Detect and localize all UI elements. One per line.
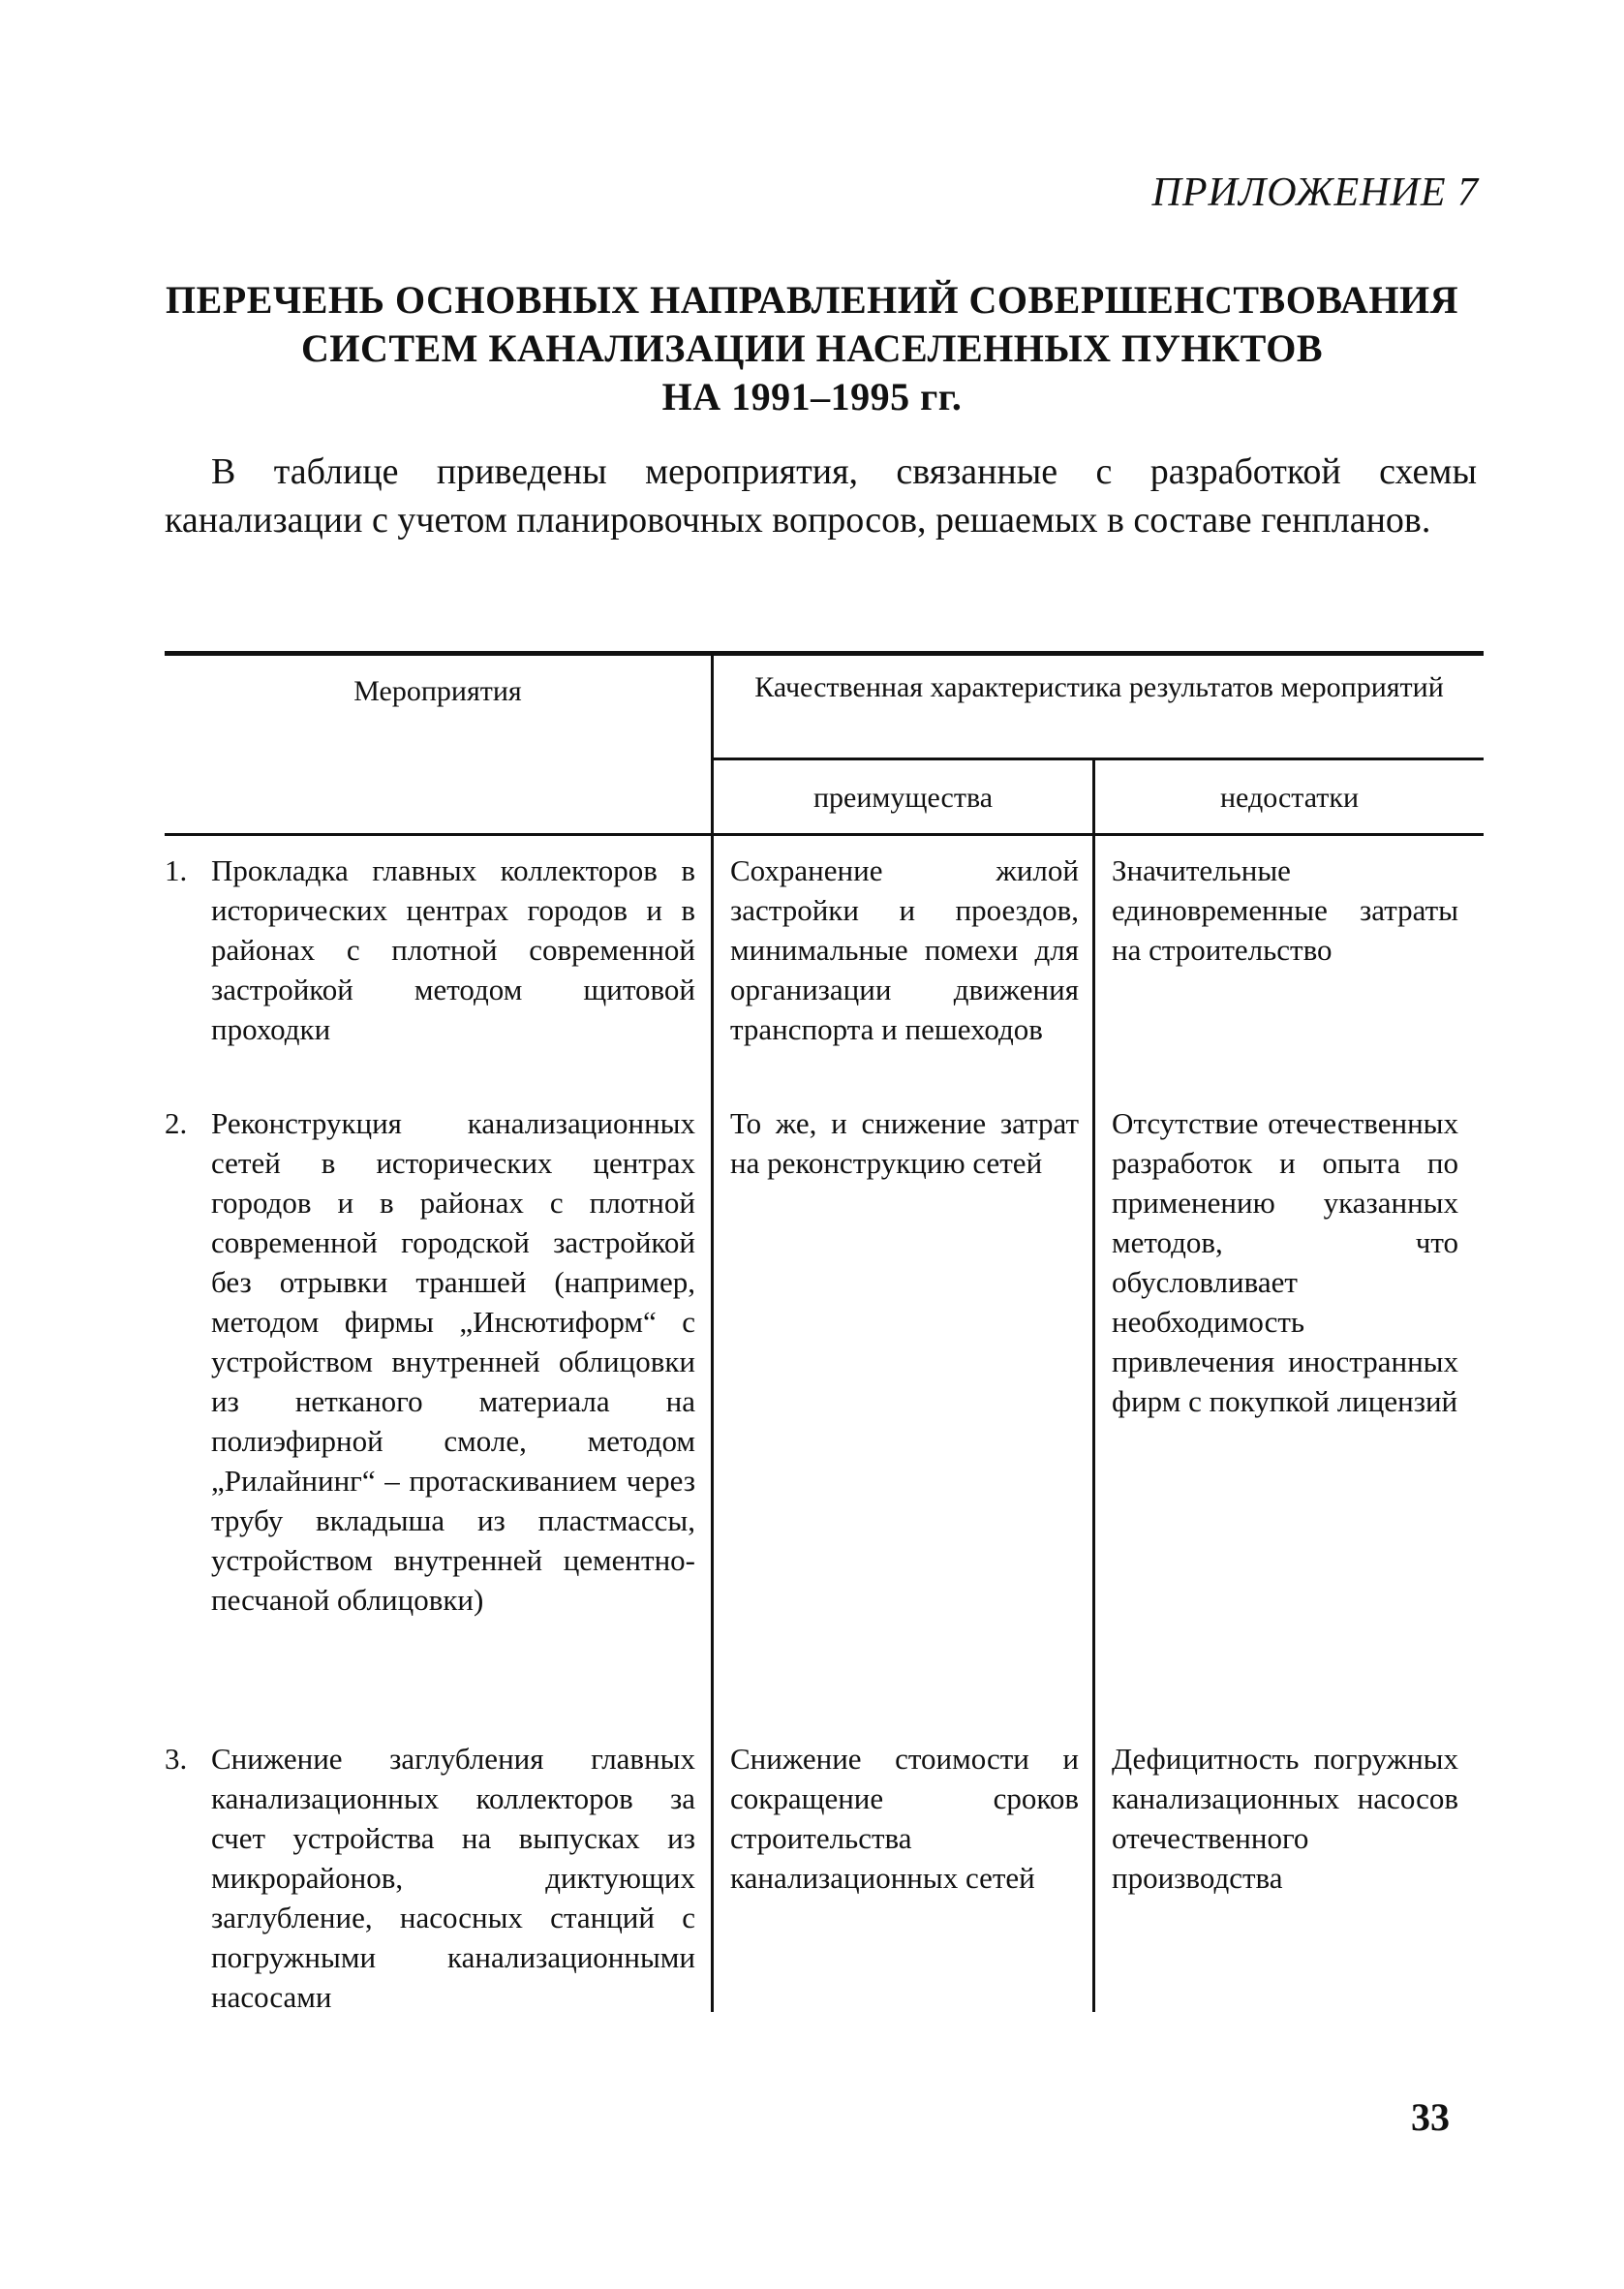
row-disadvantages: Отсутствие отечественных разработок и опыта по применению указанных методов, что обусловливает необходимость привлечения иностранных фирм с покупкой лицензий — [1112, 1106, 1458, 1418]
title-line-2: СИСТЕМ КАНАЛИЗАЦИИ НАСЕЛЕННЫХ ПУНКТОВ — [300, 326, 1324, 370]
row-number: 3. — [165, 1742, 188, 1776]
row-measure: Прокладка главных коллекторов в исторических центрах городов и в районах с плотной современной застройкой методом щитовой проходки — [211, 853, 695, 1046]
appendix-label: ПРИЛОЖЕНИЕ 7 — [1151, 170, 1479, 215]
row-disadvantages: Значительные единовременные затраты на строительство — [1112, 853, 1458, 967]
row-advantages: Снижение стоимости и сокращение сроков строительства канализационных сетей — [730, 1742, 1079, 1895]
header-advantages: преимущества — [812, 782, 994, 814]
title-line-3: НА 1991–1995 гг. — [661, 375, 963, 418]
row-measure: Снижение заглубления главных канализационных коллекторов за счет устройства на выпусках из микрорайонов, диктующих заглубление, насосных станций с погружными канализационными насосами — [211, 1742, 695, 2014]
column-divider-main — [711, 656, 714, 2012]
page-number: 33 — [1411, 2095, 1450, 2139]
table-top-rule — [165, 651, 1484, 656]
row-advantages: То же, и снижение затрат на реконструкцию сетей — [730, 1106, 1079, 1180]
row-number: 1. — [165, 853, 188, 887]
document-title — [0, 276, 1624, 421]
header-quality: Качественная характеристика результатов мероприятий — [754, 671, 1444, 703]
intro-paragraph: В таблице приведены мероприятия, связанные с разработкой схемы канализации с учетом планировочных вопросов, решаемых в составе генпланов. — [165, 451, 1477, 541]
header-subdivider — [711, 758, 1484, 760]
row-advantages: Сохранение жилой застройки и проездов, минимальные помехи для организации движения транспорта и пешеходов — [730, 853, 1079, 1046]
row-measure: Реконструкция канализационных сетей в исторических центрах городов и в районах с плотной современной городской застройкой без отрывки траншей (например, методом фирмы „Инсютиформ“ с устройством внутренней облицовки из нетканого материала на полиэфирной смоле, методом „Рилайнинг“ – протаскиванием через трубу вкладыша из пластмассы, устройством внутренней цементно-песчаной облицовки) — [211, 1106, 695, 1617]
column-divider-sub — [1092, 760, 1095, 2012]
header-bottom-rule — [165, 833, 1484, 836]
header-disadvantages: недостатки — [1219, 782, 1360, 814]
row-number: 2. — [165, 1106, 188, 1140]
header-measures: Мероприятия — [353, 675, 522, 707]
title-line-1: ПЕРЕЧЕНЬ ОСНОВНЫХ НАПРАВЛЕНИЙ СОВЕРШЕНСТВОВАНИЯ — [165, 278, 1458, 322]
row-disadvantages: Дефицитность погружных канализационных насосов отечественного производства — [1112, 1742, 1458, 1895]
